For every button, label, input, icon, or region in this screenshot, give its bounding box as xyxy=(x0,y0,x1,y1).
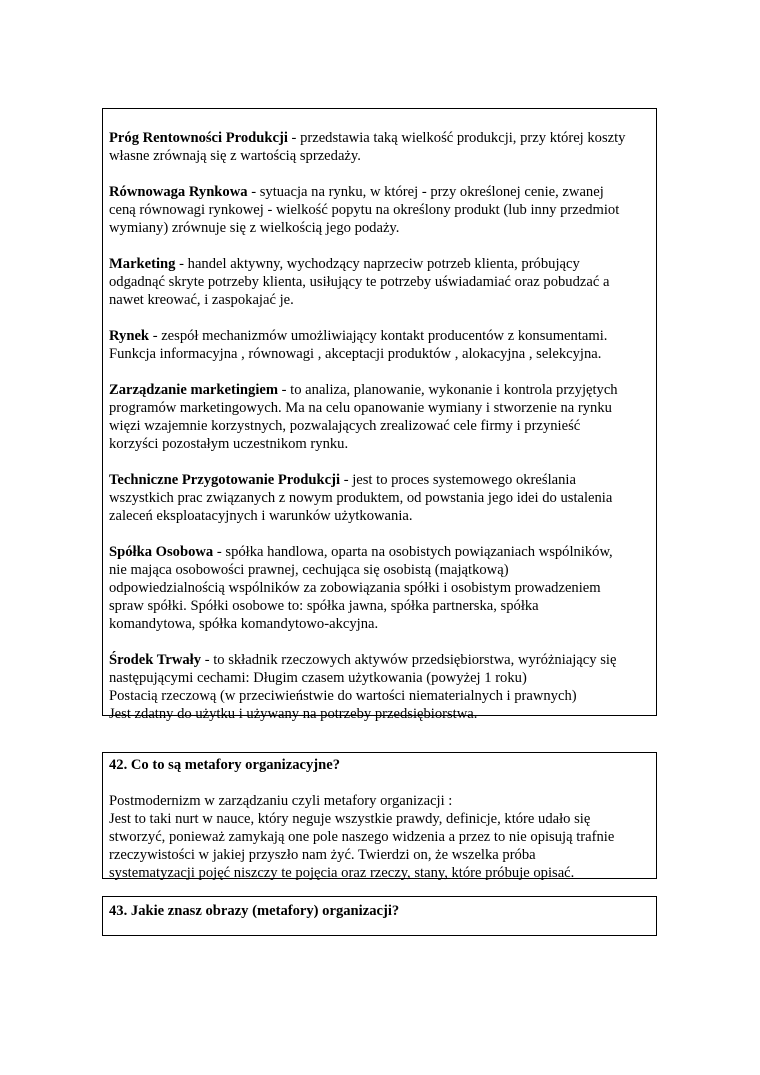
definition-text-line: - to składnik rzeczowych aktywów przedsiębiorstwa, wyróżniający się xyxy=(201,652,617,668)
definition-entry xyxy=(109,543,650,633)
definition-text-line: odpowiedzialnością wspólników za zobowiązania spółki i osobistym prowadzeniem xyxy=(109,580,601,596)
definition-text-line: odgadnąć skryte potrzeby klienta, usiłujący te potrzeby uświadamiać oraz pobudzać a xyxy=(109,274,610,290)
definition-entry xyxy=(109,129,650,165)
definition-term: Środek Trwały xyxy=(109,652,202,668)
definitions-box xyxy=(102,108,657,722)
answer-line: Jest to taki nurt w nauce, który neguje wszystkie prawdy, definicje, które udało się xyxy=(109,811,591,827)
definition-term: Zarządzanie marketingiem xyxy=(109,382,279,398)
definition-term: Próg Rentowności Produkcji xyxy=(109,130,288,146)
definition-entry xyxy=(109,183,650,237)
definition-text-line: - spółka handlowa, oparta na osobistych powiązaniach wspólników, xyxy=(213,544,613,560)
definition-text-line: Postacią rzeczową (w przeciwieństwie do wartości niematerialnych i prawnych) xyxy=(109,688,577,704)
definition-text-line: Funkcja informacyjna , równowagi , akceptacji produktów , alokacyjna , selekcyjna. xyxy=(109,346,602,362)
definition-text-line: więzi wzajemnie korzystnych, pozwalających zrealizować cele firmy i przynieść xyxy=(109,418,581,434)
definition-text-line: własne zrównają się z wartością sprzedaży. xyxy=(109,148,361,164)
answer-line: systematyzacji pojęć niszczy te pojęcia oraz rzeczy, stany, które próbuje opisać. xyxy=(109,865,575,881)
definition-text-line: zaleceń eksploatacyjnych i warunków użytkowania. xyxy=(109,508,413,524)
definition-term: Spółka Osobowa xyxy=(109,544,214,560)
question-42-box xyxy=(102,752,657,879)
definition-text-line: następującymi cechami: Długim czasem użytkowania (powyżej 1 roku) xyxy=(109,670,527,686)
definition-text-line: wszystkich prac związanych z nowym produktem, od powstania jego idei do ustalenia xyxy=(109,490,613,506)
answer-line: rzeczywistości w jakiej przyszło nam żyć. Twierdzi on, że wszelka próba xyxy=(109,847,536,863)
answer-line: Postmodernizm w zarządzaniu czyli metafory organizacji : xyxy=(109,793,453,809)
definition-text-line: Jest zdatny do użytku i używany na potrzeby przedsiębiorstwa. xyxy=(109,706,478,722)
definition-entry xyxy=(109,255,650,309)
question-42-title: 42. Co to są metafory organizacyjne? xyxy=(109,757,341,773)
definition-entry xyxy=(109,381,650,453)
definition-text-line: programów marketingowych. Ma na celu opanowanie wymiany i stworzenie na rynku xyxy=(109,400,612,416)
question-43-title: 43. Jakie znasz obrazy (metafory) organizacji? xyxy=(109,903,400,919)
definition-term: Równowaga Rynkowa xyxy=(109,184,248,200)
definition-text-line: nawet kreować, i zaspokajać je. xyxy=(109,292,294,308)
definition-text-line: korzyści pozostałym uczestnikom rynku. xyxy=(109,436,349,452)
definition-text-line: - przedstawia taką wielkość produkcji, przy której koszty xyxy=(287,130,626,146)
definition-text-line: spraw spółki. Spółki osobowe to: spółka jawna, spółka partnerska, spółka xyxy=(109,598,539,614)
definition-text-line: - jest to proces systemowego określania xyxy=(340,472,576,488)
definition-text-line: - zespół mechanizmów umożliwiający kontakt producentów z konsumentami. xyxy=(149,328,608,344)
definition-text-line: wymiany) zrównuje się z wielkością jego podaży. xyxy=(109,220,400,236)
answer-line: stworzyć, ponieważ zamykają one pole naszego widzenia a przez to nie opisują trafnie xyxy=(109,829,615,845)
definition-entry xyxy=(109,471,650,525)
definition-term: Marketing xyxy=(109,256,176,272)
definition-text-line: - to analiza, planowanie, wykonanie i kontrola przyjętych xyxy=(278,382,618,398)
definition-entry xyxy=(109,327,650,363)
definition-term: Rynek xyxy=(109,328,150,344)
question-43-box xyxy=(102,896,657,936)
definition-term: Techniczne Przygotowanie Produkcji xyxy=(109,472,341,488)
definition-text-line: - sytuacja na rynku, w której - przy określonej cenie, zwanej xyxy=(247,184,604,200)
question-42-answer xyxy=(109,792,650,882)
definition-text-line: ceną równowagi rynkowej - wielkość popytu na określony produkt (lub inny przedmiot xyxy=(109,202,620,218)
definition-text-line: - handel aktywny, wychodzący naprzeciw potrzeb klienta, próbujący xyxy=(175,256,580,272)
definition-entry xyxy=(109,651,650,723)
definition-text-line: nie mająca osobowości prawnej, cechująca się osobistą (majątkową) xyxy=(109,562,509,578)
definition-text-line: komandytowa, spółka komandytowo-akcyjna. xyxy=(109,616,379,632)
